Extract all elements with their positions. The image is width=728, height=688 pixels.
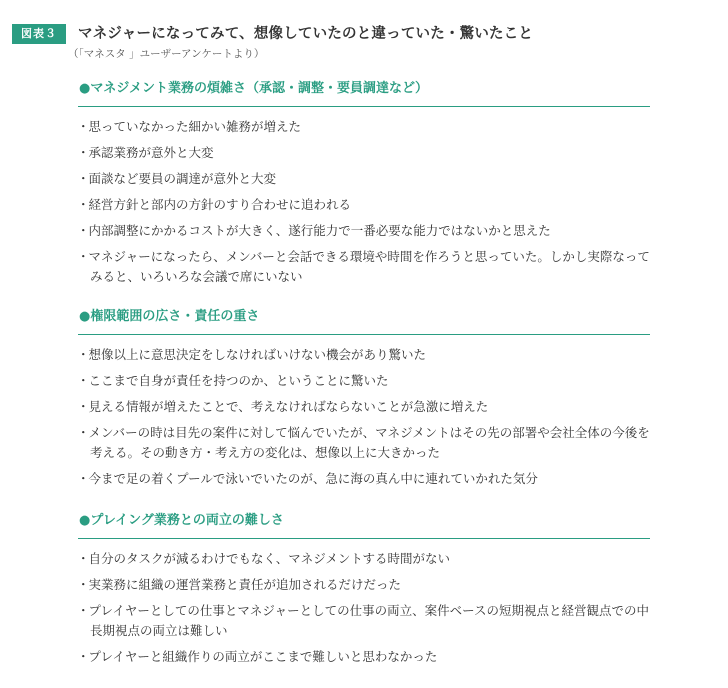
figure-label: 図表３ [12, 24, 66, 44]
item-list [80, 345, 650, 489]
list-item-text: マネジャーになったら、メンバーと会話できる環境や時間を作ろうと思っていた。しかし実際なってみると、いろいろな会議で席にいない [88, 249, 650, 284]
section-heading: ●プレイング業務との両立の難しさ [79, 513, 284, 528]
list-item-text: 経営方針と部内の方針のすり合わせに追われる [88, 197, 352, 212]
list-item-text: 今まで足の着くプールで泳いでいたのが、急に海の真ん中に連れていかれた気分 [88, 471, 538, 486]
section-divider [78, 538, 650, 539]
list-item [80, 169, 650, 189]
list-item [80, 423, 650, 463]
list-item-text: ここまで自身が責任を持つのか、ということに驚いた [88, 373, 389, 388]
section-divider [78, 334, 650, 335]
list-item [80, 647, 650, 667]
list-item [80, 397, 650, 417]
list-item-text: 自分のタスクが減るわけでもなく、マネジメントする時間がない [88, 551, 451, 566]
section-divider [78, 106, 650, 107]
list-item [80, 247, 650, 287]
section-management-complexity [80, 80, 650, 293]
list-item [80, 221, 650, 241]
section-heading: ●マネジメント業務の煩雑さ（承認・調整・要員調達など） [79, 81, 428, 96]
item-list [80, 117, 650, 287]
list-item-text: プレイヤーと組織作りの両立がここまで難しいと思わなかった [88, 649, 438, 664]
section-authority-responsibility [80, 308, 650, 495]
list-item-text: メンバーの時は目先の案件に対して悩んでいたが、マネジメントはその先の部署や会社全体の今後を考える。その動き方・考え方の変化は、想像以上に大きかった [88, 425, 650, 460]
section-playing-manager-balance [80, 512, 650, 673]
list-item-text: プレイヤーとしての仕事とマネジャーとしての仕事の両立、案件ベースの短期視点と経営観点での中長期視点の両立は難しい [88, 603, 650, 638]
list-item-text: 内部調整にかかるコストが大きく、遂行能力で一番必要な能力ではないかと思えた [88, 223, 551, 238]
list-item-text: 思っていなかった細かい雑務が増えた [88, 119, 302, 134]
list-item [80, 345, 650, 365]
list-item-text: 承認業務が意外と大変 [88, 145, 214, 160]
list-item [80, 143, 650, 163]
list-item [80, 117, 650, 137]
list-item-text: 実業務に組織の運営業務と責任が追加されるだけだった [88, 577, 402, 592]
list-item-text: 想像以上に意思決定をしなければいけない機会があり驚いた [88, 347, 427, 362]
figure-subtitle: （「マネスタ 」ユーザーアンケートより） [68, 48, 265, 60]
list-item [80, 469, 650, 489]
list-item-text: 面談など要員の調達が意外と大変 [88, 171, 277, 186]
list-item [80, 601, 650, 641]
section-heading: ●権限範囲の広さ・責任の重さ [79, 309, 260, 324]
item-list [80, 549, 650, 667]
list-item-text: 見える情報が増えたことで、考えなければならないことが急激に増えた [88, 399, 489, 414]
list-item [80, 549, 650, 569]
list-item [80, 195, 650, 215]
list-item [80, 371, 650, 391]
list-item [80, 575, 650, 595]
figure-title: マネジャーになってみて、想像していたのと違っていた・驚いたこと [78, 26, 534, 42]
